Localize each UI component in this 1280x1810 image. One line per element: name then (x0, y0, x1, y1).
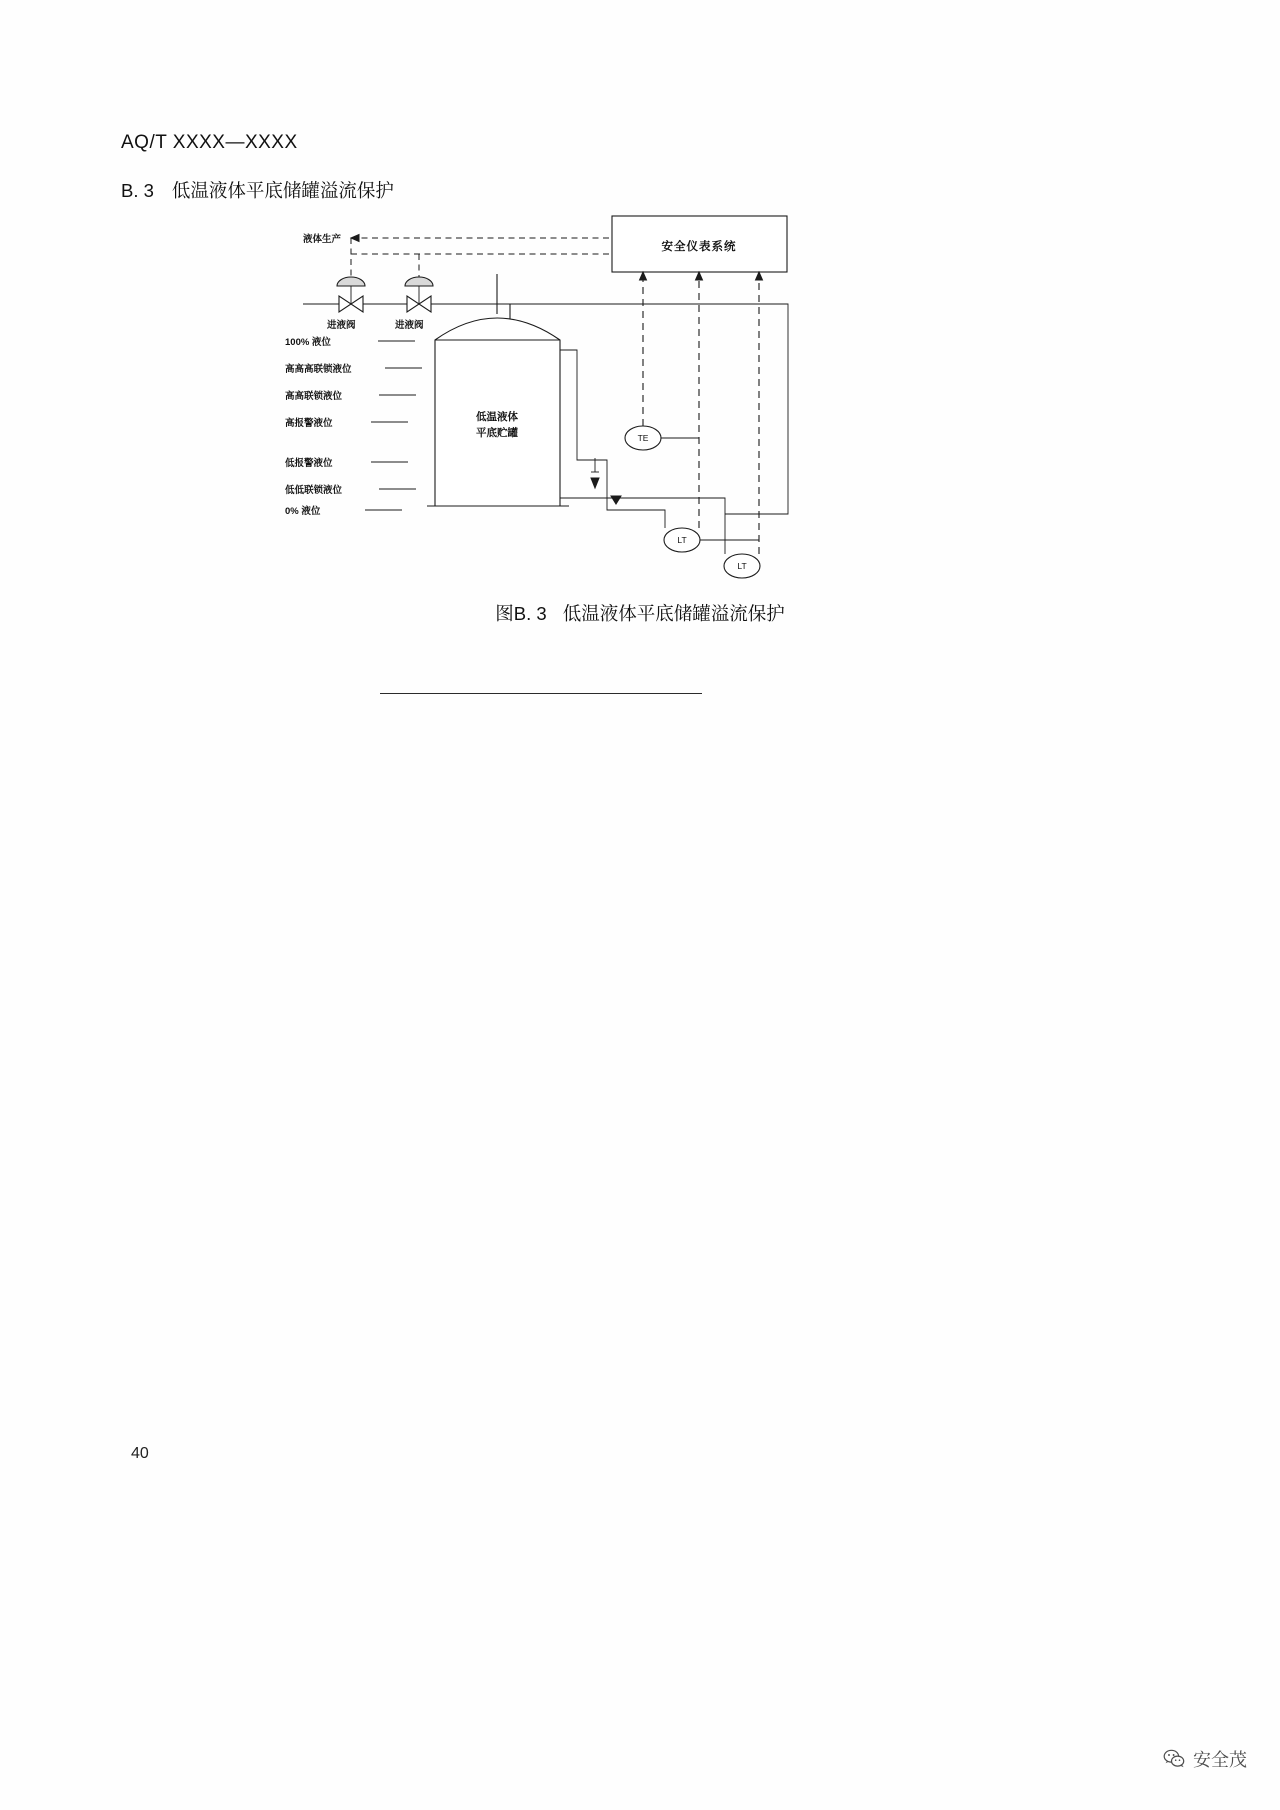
level-label-1: 高高高联锁液位 (285, 364, 352, 375)
watermark (1163, 1746, 1247, 1772)
lt1-arrowhead (696, 272, 703, 280)
figure-caption-title: 低温液体平底储罐溢流保护 (562, 603, 785, 624)
watermark-text: 安全茂 (1193, 1750, 1247, 1770)
valve1-label: 进液阀 (327, 320, 356, 331)
level-label-2: 高高联锁液位 (285, 391, 343, 402)
level-label-6: 0% 液位 (285, 506, 321, 517)
production-arrowhead (351, 235, 359, 242)
figure-caption (0, 600, 1280, 626)
instrument-lt2-tag: LT (737, 561, 747, 571)
level-label-4: 低报警液位 (285, 458, 333, 469)
bottom-tap-marker (611, 496, 621, 504)
page-number: 40 (131, 1445, 149, 1462)
valve2-label: 进液阀 (395, 320, 424, 331)
valve1-actuator (337, 277, 365, 286)
tank-right-pipe (560, 350, 607, 498)
level-label-0: 100% 液位 (285, 337, 331, 348)
level-label-3: 高报警液位 (285, 418, 333, 429)
sis-box-label: 安全仪表系统 (661, 241, 737, 253)
tank-label-line1: 低温液体 (476, 411, 518, 423)
tank-label-line2: 平底贮罐 (476, 427, 518, 439)
section-heading (121, 177, 394, 203)
liquid-production-label: 液体生产 (303, 234, 342, 245)
section-number: B. 3 (121, 180, 154, 201)
standard-header: AQ/T XXXX—XXXX (121, 132, 298, 153)
instrument-lt1-tag: LT (677, 535, 687, 545)
footer-divider (380, 693, 702, 694)
level-label-5: 低低联锁液位 (285, 485, 343, 496)
te-arrowhead (640, 272, 647, 280)
wechat-icon (1163, 1748, 1185, 1770)
figure-b3 (255, 210, 835, 595)
te-tap-marker (591, 478, 599, 488)
section-title-text: 低温液体平底储罐溢流保护 (171, 180, 394, 201)
instrument-te-tag: TE (637, 433, 649, 443)
figure-caption-number: 图B. 3 (495, 603, 547, 624)
lt2-arrowhead (756, 272, 763, 280)
valve2-actuator (405, 277, 433, 286)
